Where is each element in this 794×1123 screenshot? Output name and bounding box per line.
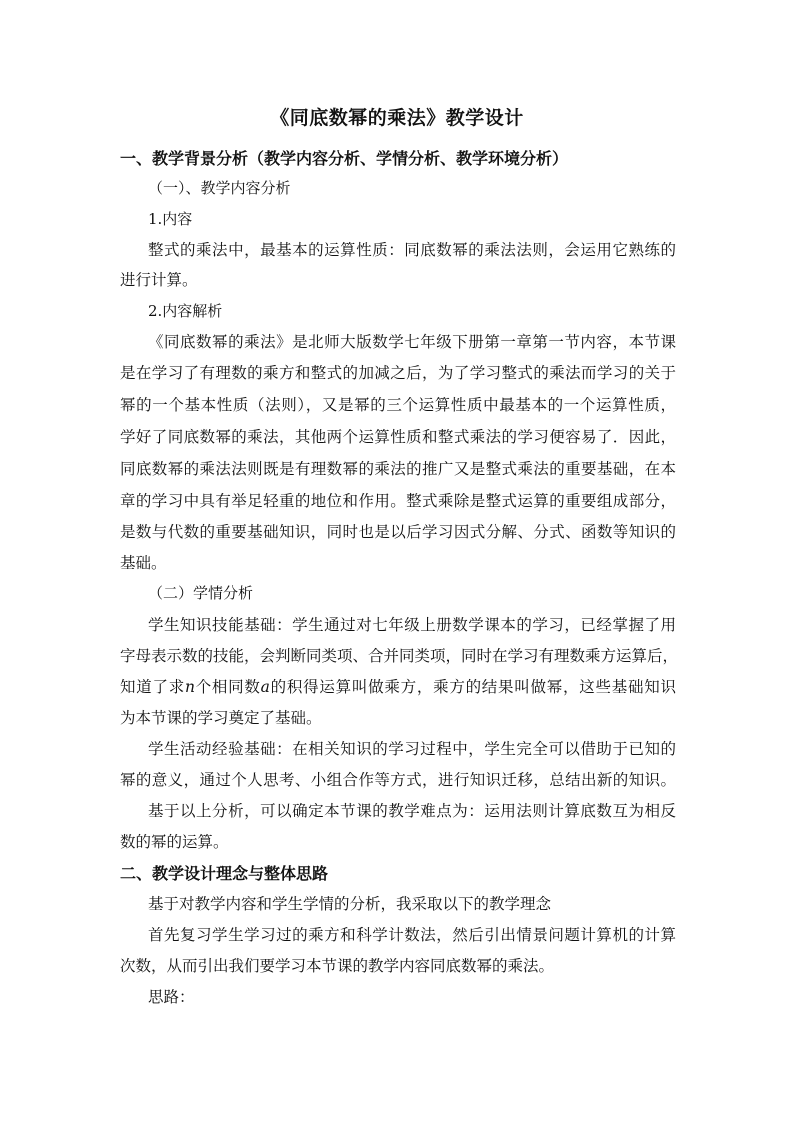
paragraph-line: 进行计算。 — [120, 271, 198, 289]
paragraph-line: 《同底数幂的乘法》是北师大版数学七年级下册第一章第一节内容，本节课 — [148, 333, 676, 351]
variable-n: n — [184, 678, 195, 696]
paragraph-line: 幂的意义，通过个人思考、小组合作等方式，进行知识迁移，总结出新的知识。 — [120, 771, 676, 789]
paragraph-line: 学生活动经验基础：在相关知识的学习过程中，学生完全可以借助于已知的 — [148, 740, 676, 758]
paragraph-line: 是在学习了有理数的乘方和整式的加减之后，为了学习整式的乘法而学习的关于 — [120, 364, 676, 382]
paragraph-line: 基于以上分析，可以确定本节课的教学难点为：运用法则计算底数互为相反 — [148, 802, 676, 820]
paragraph-line-with-variables — [120, 675, 676, 697]
paragraph-line: 同底数幂的乘法法则既是有理数幂的乘法的推广又是整式乘法的重要基础，在本 — [120, 460, 676, 478]
variable-a: a — [260, 678, 270, 696]
subsection-student-analysis: （二）学情分析 — [148, 584, 254, 602]
paragraph-line: 思路： — [148, 988, 195, 1006]
item-content-analysis-label: 2.内容解析 — [148, 302, 223, 320]
item-content-label: 1.内容 — [148, 210, 193, 228]
paragraph-line: 整式的乘法中，最基本的运算性质：同底数幂的乘法法则，会运用它熟练的 — [148, 241, 676, 259]
document-title: 《同底数幂的乘法》教学设计 — [270, 107, 524, 129]
subsection-content-analysis: （一）、教学内容分析 — [148, 179, 291, 197]
section1-heading: 一、教学背景分析（教学内容分析、学情分析、教学环境分析） — [120, 149, 569, 168]
paragraph-line: 基于对教学内容和学生学情的分析，我采取以下的教学理念 — [148, 895, 552, 913]
paragraph-line: 章的学习中具有举足轻重的地位和作用。整式乘除是整式运算的重要组成部分， — [120, 492, 676, 510]
text-fragment: 的积得运算叫做乘方，乘方的结果叫做幂，这些基础知识 — [269, 678, 676, 696]
paragraph-line: 为本节课的学习奠定了基础。 — [120, 709, 322, 727]
paragraph-line: 基础。 — [120, 554, 167, 572]
paragraph-line: 字母表示数的技能，会判断同类项、合并同类项，同时在学习有理数乘方运算后， — [120, 647, 679, 665]
paragraph-line: 幂的一个基本性质（法则），又是幂的三个运算性质中最基本的一个运算性质， — [120, 396, 676, 414]
paragraph-line: 学好了同底数幂的乘法，其他两个运算性质和整式乘法的学习便容易了．因此， — [120, 428, 676, 446]
paragraph-line: 次数，从而引出我们要学习本节课的教学内容同底数幂的乘法。 — [120, 957, 555, 975]
paragraph-line: 数的幂的运算。 — [120, 833, 229, 851]
text-fragment: 个相同数 — [194, 678, 261, 696]
paragraph-line: 学生知识技能基础：学生通过对七年级上册数学课本的学习，已经掌握了用 — [148, 616, 676, 634]
text-fragment: 知道了求 — [120, 678, 185, 696]
section2-heading: 二、教学设计理念与整体思路 — [120, 864, 329, 883]
paragraph-line: 是数与代数的重要基础知识，同时也是以后学习因式分解、分式、函数等知识的 — [120, 523, 676, 541]
paragraph-line: 首先复习学生学习过的乘方和科学计数法，然后引出情景问题计算机的计算 — [148, 926, 676, 944]
